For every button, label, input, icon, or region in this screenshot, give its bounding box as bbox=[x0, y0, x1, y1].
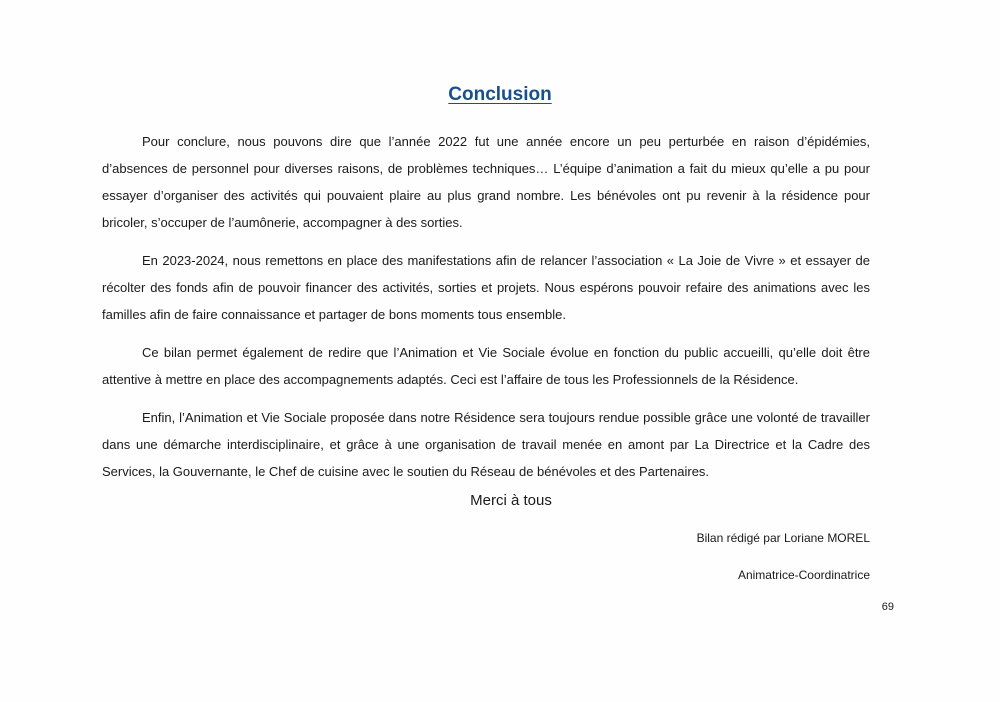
signature-author: Bilan rédigé par Loriane MOREL bbox=[696, 531, 870, 545]
paragraph-2: En 2023-2024, nous remettons en place des manifestations afin de relancer l’association « La Joie de Vivre » et essayer de récolter des fonds afin de pouvoir financer des activités, sorties et projets. Nous espérons pouvoir refaire des animations avec les familles afin de faire connaissance et partager de bons moments tous ensemble. bbox=[102, 253, 870, 322]
page-number: 69 bbox=[881, 601, 894, 613]
paragraph-4: Enfin, l’Animation et Vie Sociale proposée dans notre Résidence sera toujours rendue possible grâce une volonté de travailler dans une démarche interdisciplinaire, et grâce à une organisation de travail menée en amont par La Directrice et la Cadre des Services, la Gouvernante, le Chef de cuisine avec le soutien du Réseau de bénévoles et des Partenaires. bbox=[102, 410, 870, 479]
paragraph-1: Pour conclure, nous pouvons dire que l’année 2022 fut une année encore un peu perturbée en raison d’épidémies, d’absences de personnel pour diverses raisons, de problèmes techniques… L’équipe d’animation a fait du mieux qu’elle a pu pour essayer d’organiser des activités qui pouvaient plaire au plus grand nombre. Les bénévoles ont pu revenir à la résidence pour bricoler, s’occuper de l’aumônerie, accompagner à des sorties. bbox=[102, 134, 870, 230]
signature-role: Animatrice-Coordinatrice bbox=[737, 568, 870, 582]
closing-thanks: Merci à tous bbox=[470, 492, 552, 509]
body-text bbox=[102, 128, 870, 496]
paragraph-3: Ce bilan permet également de redire que l’Animation et Vie Sociale évolue en fonction du public accueilli, qu’elle doit être attentive à mettre en place des accompagnements adaptés. Ceci est l’affaire de tous les Professionnels de la Résidence. bbox=[102, 345, 870, 387]
page-title: Conclusion bbox=[448, 84, 552, 105]
